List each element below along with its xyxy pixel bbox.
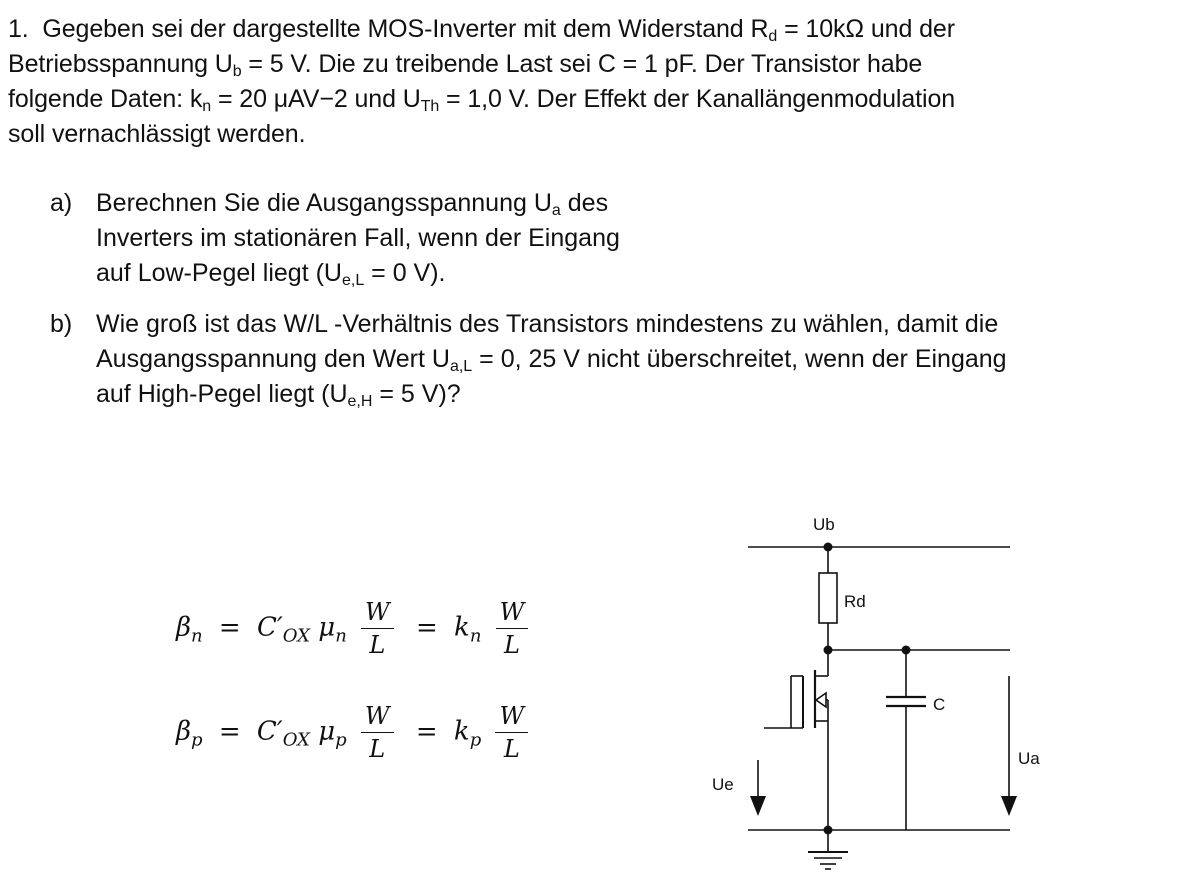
junction-supply <box>824 543 833 552</box>
junction-cap <box>902 646 911 655</box>
input-arrow-head <box>750 796 766 816</box>
part-a-line-2: Inverters im stationären Fall, wenn der Eingang <box>96 224 620 252</box>
junction-drain <box>824 646 833 655</box>
label-ua: Ua <box>1018 749 1040 768</box>
label-c: C <box>933 695 946 714</box>
fraction-w-over-l: $\frac{W}{L}$ <box>361 702 394 763</box>
part-a-label: a) <box>50 189 73 217</box>
label-rd: Rd <box>844 592 866 611</box>
part-b-line-3: auf High-Pegel liegt ($U_{e,H} = 5$ V)? <box>96 380 461 410</box>
part-b-line-2: Ausgangsspannung den Wert $U_{a,L} = 0$, 25 V nicht überschreitet, wenn der Eingang <box>96 345 1007 375</box>
problem-line-2: Betriebsspannung $U_b = 5$ V. Die zu treibende Last sei C = 1 pF. Der Transistor habe <box>8 50 923 80</box>
problem-number: 1. <box>8 15 29 43</box>
part-a-line-3: auf Low-Pegel liegt ($U_{e,L} = 0$ V). <box>96 259 446 289</box>
fraction-w-over-l: $\frac{W}{L}$ <box>495 702 528 763</box>
part-a-line-1: Berechnen Sie die Ausgangsspannung $U_a$ des <box>96 189 609 219</box>
problem-line-4: soll vernachlässigt werden. <box>8 120 306 148</box>
fraction-w-over-l: $\frac{W}{L}$ <box>496 598 529 659</box>
junction-ground <box>824 826 833 835</box>
part-b-label: b) <box>50 310 73 338</box>
label-ub: Ub <box>813 515 835 534</box>
bulk-arrow <box>816 693 826 707</box>
part-b-line-1: Wie groß ist das W/L -Verhältnis des Transistors mindestens zu wählen, damit die <box>96 310 999 338</box>
fraction-w-over-l: $\frac{W}{L}$ <box>361 598 394 659</box>
problem-line-1: 1. Gegeben sei der dargestellte MOS-Inverter mit dem Widerstand $R_d = 10k\Omega$ und der <box>8 15 955 45</box>
formula-beta-p: $\beta_p = C'_{OX}$ $\mu_p$ $\frac{W}{L}$ = $k_p$ $\frac{W}{L}$ <box>176 702 534 763</box>
problem-line-3: folgende Daten: $k_n = 20$ μAV−2 und $U_{Th} = 1,0$ V. Der Effekt der Kanallängenmodulation <box>8 85 956 115</box>
resistor-rd <box>819 573 837 623</box>
formula-beta-n: $\beta_n = C'_{OX}$ $\mu_n$ $\frac{W}{L}$ = $k_n$ $\frac{W}{L}$ <box>176 598 534 659</box>
output-arrow-head <box>1001 796 1017 816</box>
label-ue: Ue <box>712 775 734 794</box>
